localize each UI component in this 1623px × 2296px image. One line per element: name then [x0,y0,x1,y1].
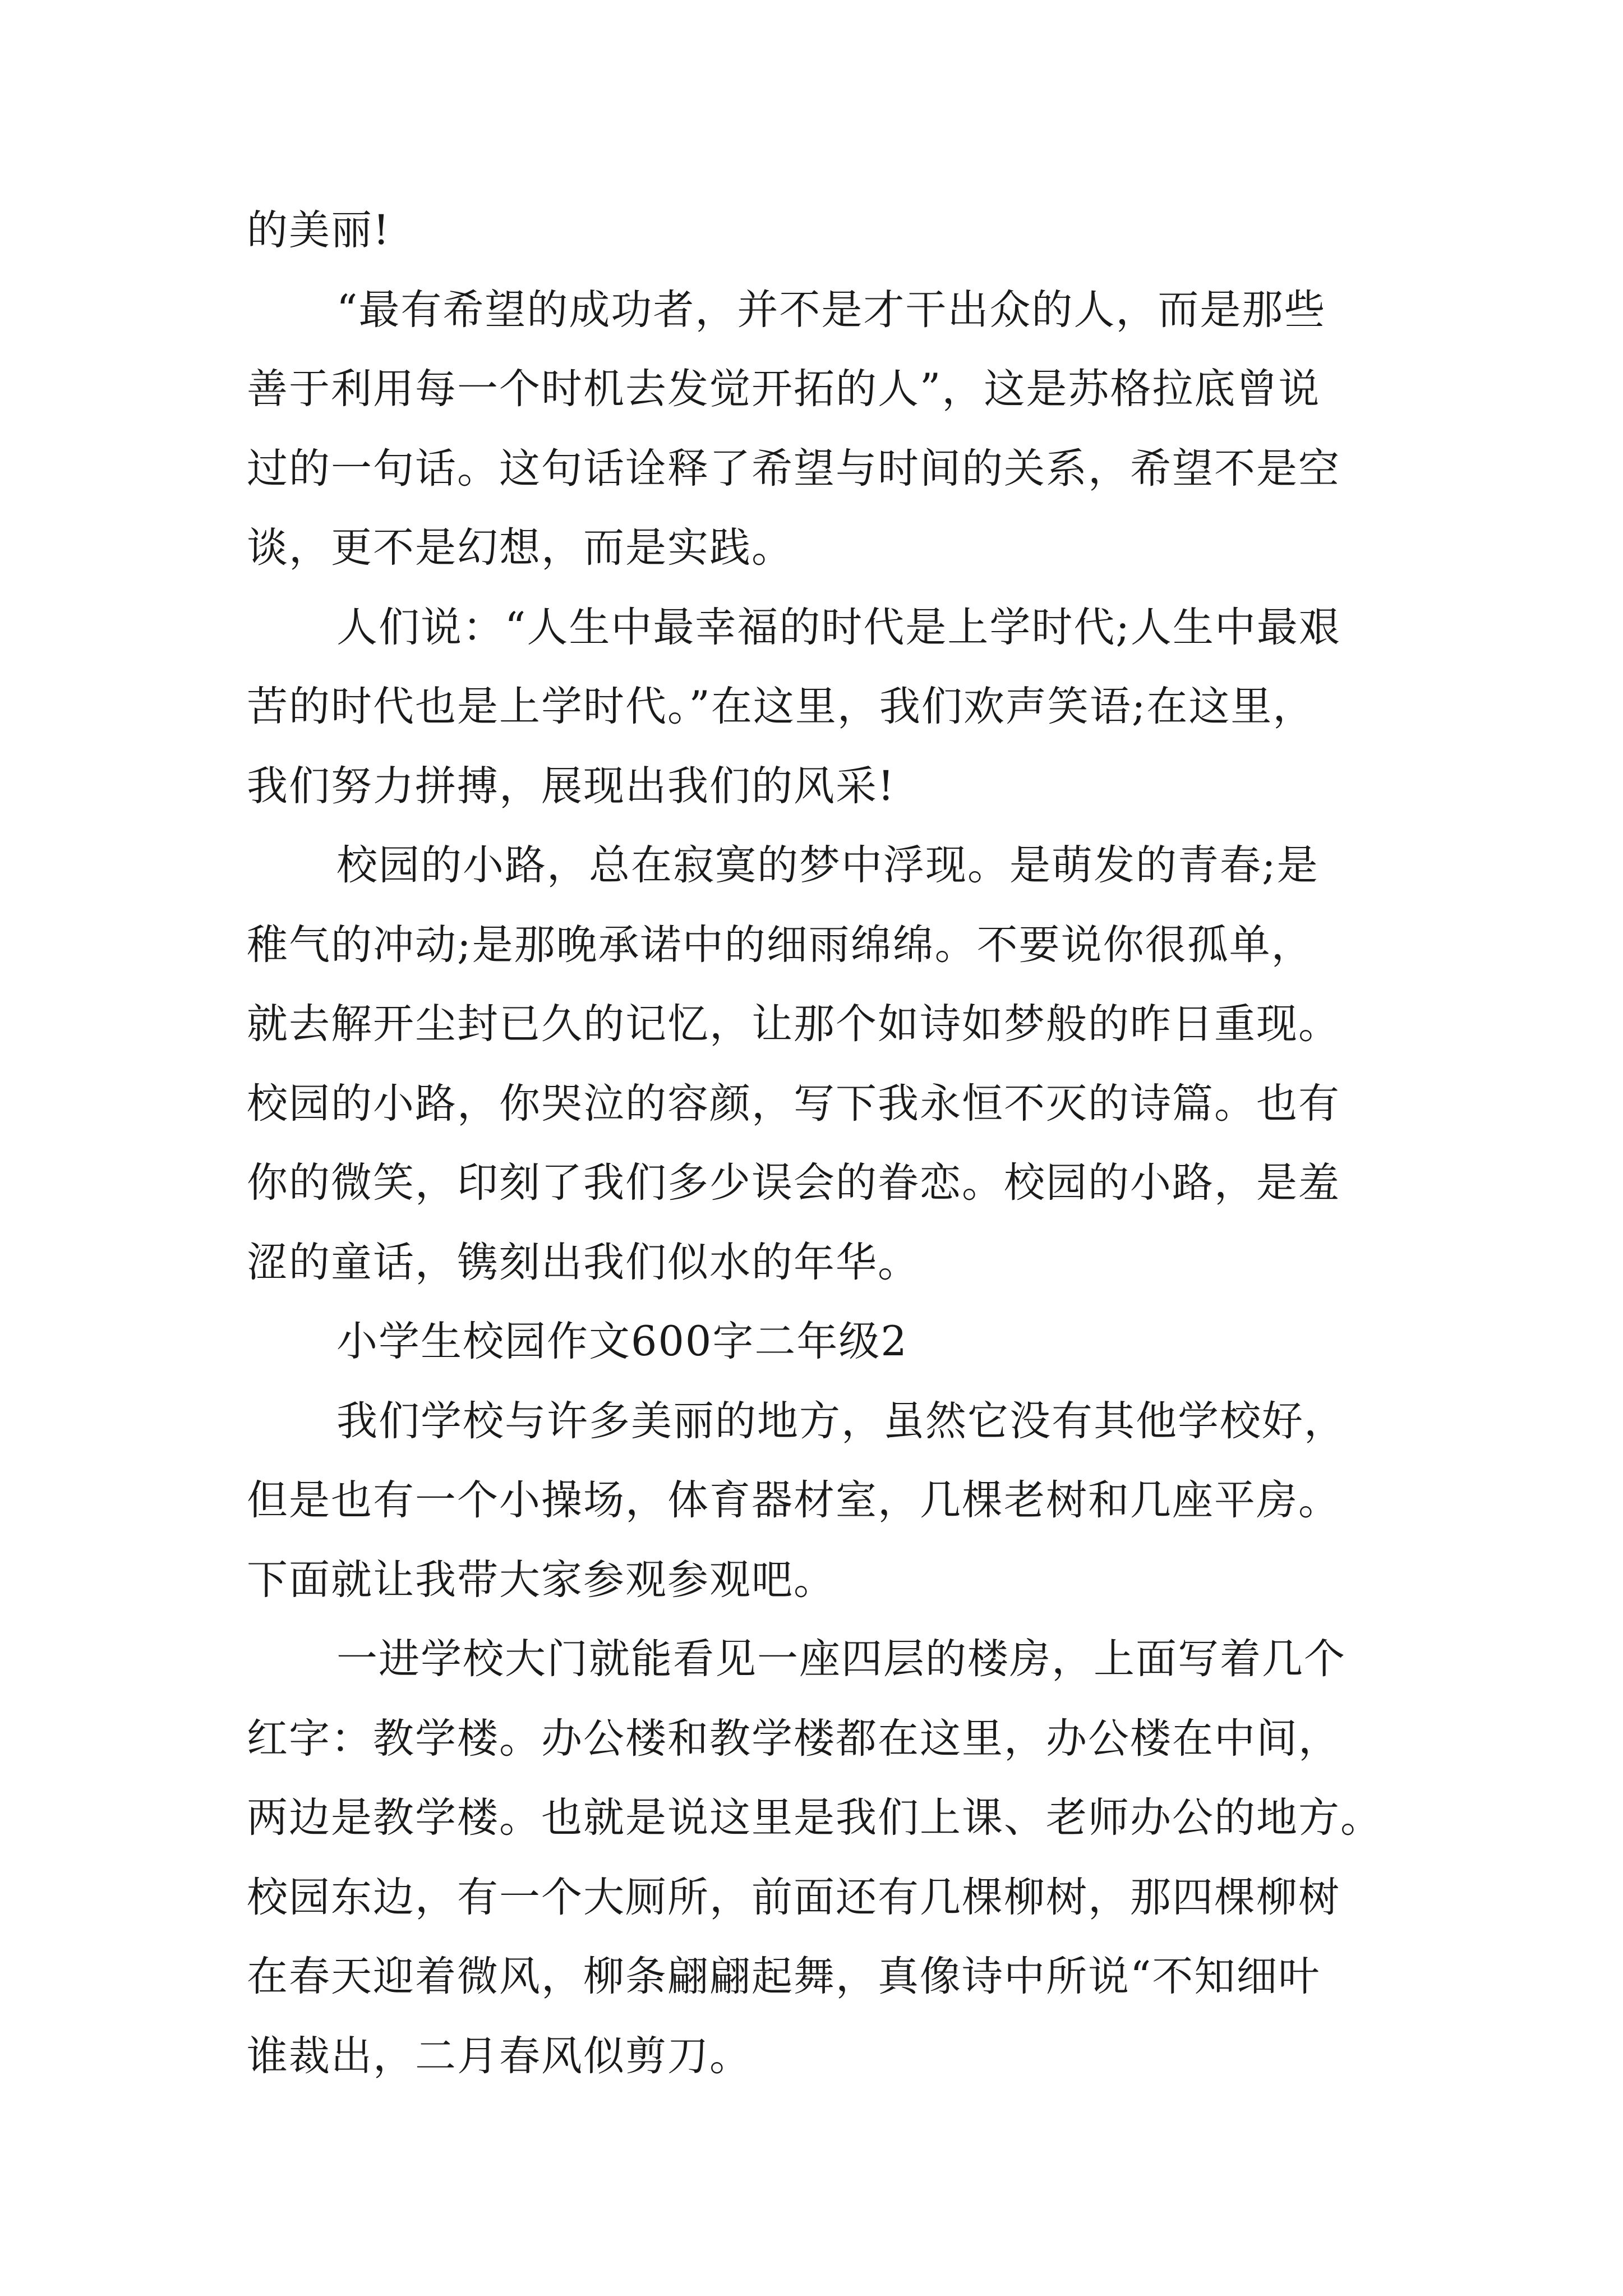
paragraph-start-line: 校园的小路，总在寂寞的梦中浮现。是萌发的青春;是 [336,841,1319,889]
section-heading: 小学生校园作文600字二年级2 [336,1318,908,1365]
paragraph-start-line: 我们学校与许多美丽的地方，虽然它没有其他学校好， [336,1397,1346,1445]
document-body [247,191,1391,2096]
paragraph-start-line: 人们说：“人生中最幸福的时代是上学时代;人生中最艰 [336,603,1341,651]
text-line: 谈，更不是幻想，而是实践。 [247,524,794,572]
text-line: 谁裁出，二月春风似剪刀。 [247,2032,751,2080]
text-line: 你的微笑，印刻了我们多少误会的眷恋。校园的小路，是羞 [247,1159,1340,1207]
text-line: 我们努力拼搏，展现出我们的风采! [247,762,896,810]
text-line: 但是也有一个小操场，体育器材室，几棵老树和几座平房。 [247,1476,1340,1524]
text-line: 下面就让我带大家参观参观吧。 [247,1556,836,1604]
text-line: 校园的小路，你哭泣的容颜，写下我永恒不灭的诗篇。也有 [247,1079,1340,1128]
text-line: 苦的时代也是上学时代。”在这里，我们欢声笑语;在这里， [247,683,1315,730]
text-line: 就去解开尘封已久的记忆，让那个如诗如梦般的昨日重现。 [247,1000,1340,1048]
text-line: 红字：教学楼。办公楼和教学楼都在这里，办公楼在中间， [247,1714,1340,1763]
text-line: 过的一句话。这句话诠释了希望与时间的关系，希望不是空 [247,444,1340,493]
text-line: 校园东边，有一个大厕所，前面还有几棵柳树，那四棵柳树 [247,1873,1340,1921]
text-line: 的美丽! [247,206,391,254]
text-line: 在春天迎着微风，柳条翩翩起舞，真像诗中所说“不知细叶 [247,1953,1321,2000]
text-line: 两边是教学楼。也就是说这里是我们上课、老师办公的地方。 [247,1794,1382,1842]
paragraph-start-line: 一进学校大门就能看见一座四层的楼房，上面写着几个 [336,1635,1346,1683]
text-line: 稚气的冲动;是那晚承诺中的细雨绵绵。不要说你很孤单， [247,921,1313,969]
paragraph-start-line: “最有希望的成功者，并不是才干出众的人，而是那些 [336,286,1326,334]
text-line: 涩的童话，镌刻出我们似水的年华。 [247,1238,920,1286]
text-line: 善于利用每一个时机去发觉开拓的人”，这是苏格拉底曾说 [247,365,1321,413]
